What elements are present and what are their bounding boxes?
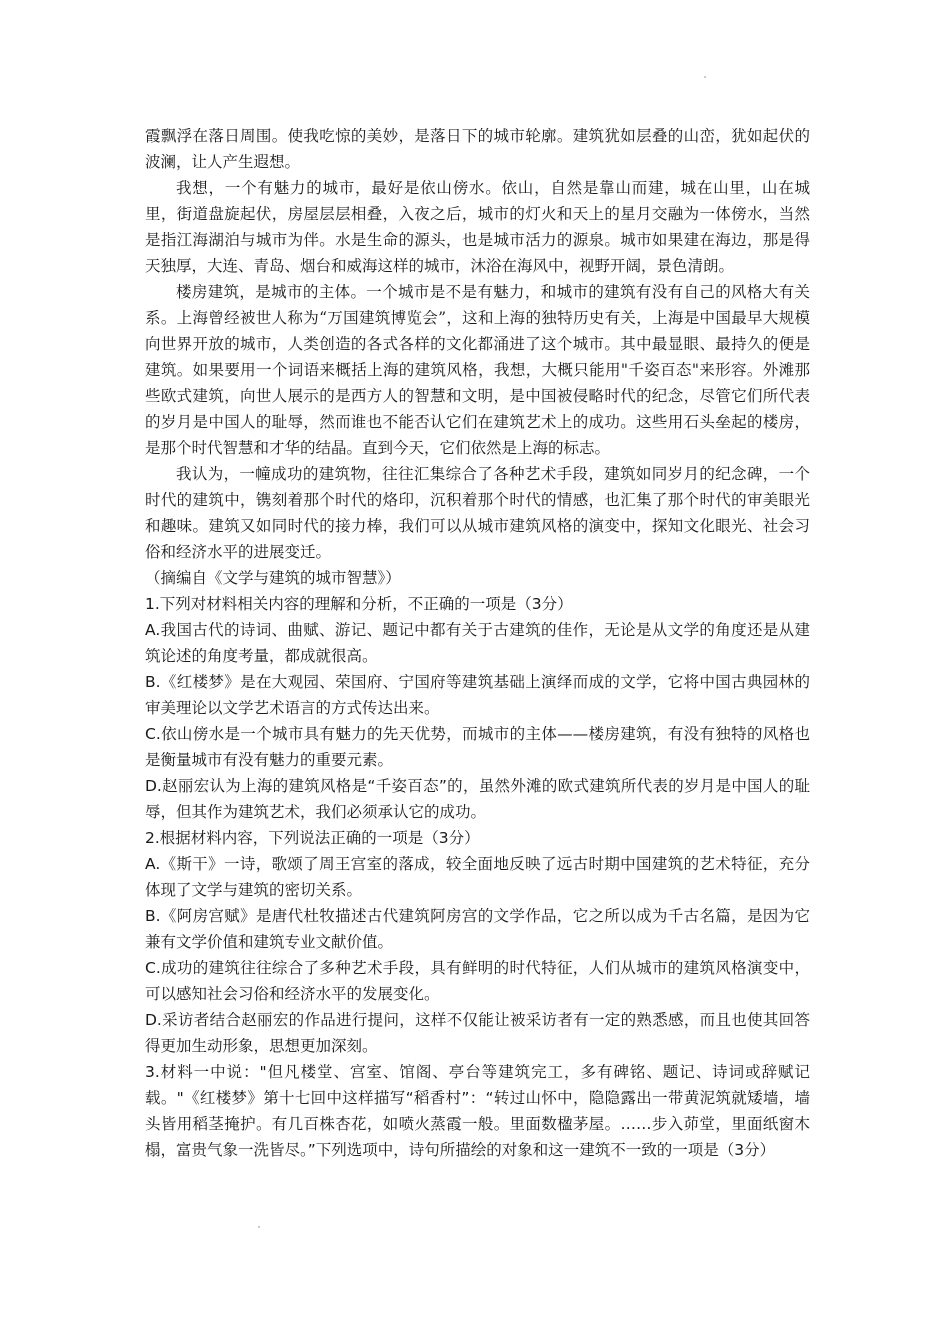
scan-speck [258,1226,260,1228]
option-c: C.成功的建筑往往综合了多种艺术手段，具有鲜明的时代特征，人们从城市的建筑风格演变中，可以感知社会习俗和经济水平的发展变化。 [145,959,810,1003]
passage-paragraph: 我认为，一幢成功的建筑物，往往汇集综合了各种艺术手段，建筑如同岁月的纪念碑，一个时代的建筑中，镌刻着那个时代的烙印，沉积着那个时代的情感，也汇集了那个时代的审美眼光和趣味。建筑又如同时代的接力棒，我们可以从城市建筑风格的演变中，探知文化眼光、社会习俗和经济水平的进展变迁。 [145,465,810,561]
question-stem: 1.下列对材料相关内容的理解和分析，不正确的一项是（3分） [145,595,573,613]
option-b: B.《红楼梦》是在大观园、荣国府、宁国府等建筑基础上演绎而成的文学，它将中国古典园林的审美理论以文学艺术语言的方式传达出来。 [145,673,810,717]
document-body [145,123,810,1163]
option-d: D.采访者结合赵丽宏的作品进行提问，这样不仅能让被采访者有一定的熟悉感，而且也使其回答得更加生动形象，思想更加深刻。 [145,1011,810,1055]
option-b: B.《阿房宫赋》是唐代杜牧描述古代建筑阿房宫的文学作品，它之所以成为千古名篇，是因为它兼有文学价值和建筑专业文献价值。 [145,907,810,951]
question-stem: 3.材料一中说："但凡楼堂、宫室、馆阁、亭台等建筑完工，多有碑铭、题记、诗词或辞赋记载。"《红楼梦》第十七回中这样描写“稻香村”：“转过山怀中，隐隐露出一带黄泥筑就矮墙，墙头皆用稻茎掩护。有几百株杏花，如喷火蒸霞一般。里面数楹茅屋。……步入茆堂，里面纸窗木榻，富贵气象一洗皆尽。”下列选项中，诗句所描绘的对象和这一建筑不一致的一项是（3分） [145,1063,810,1159]
question-stem: 2.根据材料内容，下列说法正确的一项是（3分） [145,829,480,847]
option-c: C.依山傍水是一个城市具有魅力的先天优势，而城市的主体——楼房建筑，有没有独特的风格也是衡量城市有没有魅力的重要元素。 [145,725,810,769]
option-a: A.我国古代的诗词、曲赋、游记、题记中都有关于古建筑的佳作，无论是从文学的角度还是从建筑论述的角度考量，都成就很高。 [145,621,810,665]
scan-speck [704,76,706,78]
option-d: D.赵丽宏认为上海的建筑风格是“千姿百态”的，虽然外滩的欧式建筑所代表的岁月是中国人的耻辱，但其作为建筑艺术，我们必须承认它的成功。 [145,777,810,821]
passage-source: （摘编自《文学与建筑的城市智慧》） [145,569,401,587]
passage-paragraph-continued: 霞飘浮在落日周围。使我吃惊的美妙，是落日下的城市轮廓。建筑犹如层叠的山峦，犹如起伏的波澜，让人产生遐想。 [145,127,810,171]
question-2 [145,825,810,1059]
question-1 [145,591,810,825]
question-3 [145,1059,810,1163]
option-a: A.《斯干》一诗，歌颂了周王宫室的落成，较全面地反映了远古时期中国建筑的艺术特征，充分体现了文学与建筑的密切关系。 [145,855,810,899]
passage-paragraph: 楼房建筑，是城市的主体。一个城市是不是有魅力，和城市的建筑有没有自己的风格大有关系。上海曾经被世人称为“万国建筑博览会”，这和上海的独特历史有关，上海是中国最早大规模向世界开放的城市，人类创造的各式各样的文化都涌进了这个城市。其中最显眼、最持久的便是建筑。如果要用一个词语来概括上海的建筑风格，我想，大概只能用"千姿百态"来形容。外滩那些欧式建筑，向世人展示的是西方人的智慧和文明，是中国被侵略时代的纪念，尽管它们所代表的岁月是中国人的耻辱，然而谁也不能否认它们在建筑艺术上的成功。这些用石头垒起的楼房，是那个时代智慧和才华的结晶。直到今天，它们依然是上海的标志。 [145,283,810,457]
passage-paragraph: 我想，一个有魅力的城市，最好是依山傍水。依山，自然是靠山而建，城在山里，山在城里，街道盘旋起伏，房屋层层相叠，入夜之后，城市的灯火和天上的星月交融为一体傍水，当然是指江海湖泊与城市为伴。水是生命的源头，也是城市活力的源泉。城市如果建在海边，那是得天独厚，大连、青岛、烟台和威海这样的城市，沐浴在海风中，视野开阔，景色清朗。 [145,179,810,275]
